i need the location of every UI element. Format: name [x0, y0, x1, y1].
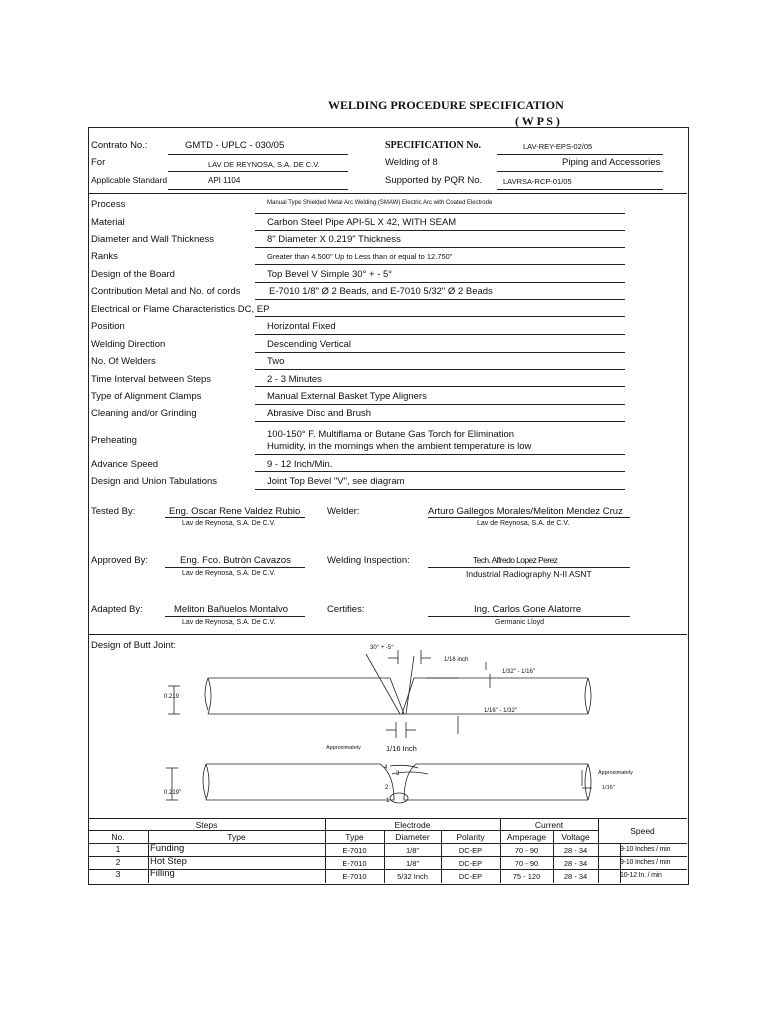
pqr-value: LAVRSA-RCP-01/05 [503, 177, 572, 186]
table-row-2-voltage: 28 - 34 [563, 859, 588, 868]
th-diameter: Diameter [395, 832, 430, 842]
table-row-1-etype: E-7010 [342, 846, 367, 855]
field-speed-label: Advance Speed [91, 459, 159, 470]
welder-org: Lav de Reynosa, S.A. de C.V. [477, 520, 570, 527]
contrato-value: GMTD - UPLC - 030/05 [185, 140, 285, 151]
contrato-label: Contrato No.: [91, 140, 148, 151]
field-diameter-value: 8" Diameter X 0.219" Thickness [267, 234, 401, 245]
field-welders-label: No. Of Welders [91, 356, 156, 367]
field-position-value: Horizontal Fixed [267, 321, 336, 332]
th-etype: Type [345, 832, 364, 842]
table-row-3-speed: 10-12 In. / min [620, 872, 662, 879]
field-diameter-label: Diameter and Wall Thickness [91, 234, 215, 245]
table-row-1-type: Funding [150, 843, 185, 854]
field-direction-value: Descending Vertical [267, 339, 351, 350]
approved-org: Lav de Reynosa, S.A. De C.V. [182, 570, 276, 577]
approved-label: Approved By: [91, 555, 149, 566]
field-process-value: Manual Type Shielded Metal Arc Welding (SMAW) Electric Arc with Coated Electrode [267, 200, 493, 206]
inspection-org: Industrial Radiography N-II ASNT [466, 569, 592, 579]
thickness2-label: 0.219" [164, 790, 182, 796]
spec-label: SPECIFICATION No. [385, 140, 481, 151]
table-row-1-speed: 9-10 Inches / min [620, 846, 671, 853]
adapted-label: Adapted By: [91, 604, 143, 615]
field-clamps-value: Manual External Basket Type Aligners [267, 391, 427, 402]
table-row-2-polarity: DC-EP [458, 859, 483, 868]
inspection-name: Tech. Alfredo Lopez Perez [473, 555, 558, 565]
welder-label: Welder: [327, 506, 360, 517]
table-row-3-polarity: DC-EP [458, 872, 483, 881]
approved-name: Eng. Fco. Butròn Cavazos [180, 555, 291, 566]
field-interval-label: Time Interval between Steps [91, 374, 212, 385]
table-row-3-type: Filling [150, 868, 175, 879]
butt-joint-diagram [88, 634, 687, 818]
th-speed: Speed [630, 826, 655, 836]
th-electrode: Electrode [394, 820, 431, 830]
field-preheating-value2: Humidity, in the mornings when the ambient temperature is low [267, 441, 532, 452]
page-title: WELDING PROCEDURE SPECIFICATION [328, 98, 564, 112]
bead-1: 1 [386, 798, 390, 804]
table-row-3-voltage: 28 - 34 [563, 872, 588, 881]
table-row-2-speed: 9-10 Inches / min [620, 859, 671, 866]
field-process-label: Process [91, 199, 126, 210]
pqr-label: Supported by PQR No. [385, 175, 483, 186]
for-label: For [91, 157, 106, 168]
page-subtitle: ( W P S ) [515, 114, 560, 128]
certifies-org: Germanic Lloyd [495, 619, 545, 626]
tested-label: Tested By: [91, 506, 136, 517]
table-row-2-no: 2 [115, 857, 121, 867]
th-no: No. [111, 832, 125, 842]
welding-label: Welding of 8 [385, 157, 438, 168]
bead-4: 4 [384, 765, 388, 771]
table-row-2-etype: E-7010 [342, 859, 367, 868]
th-current: Current [534, 820, 564, 830]
th-voltage: Voltage [561, 832, 590, 842]
field-direction-label: Welding Direction [91, 339, 166, 350]
tested-name: Eng. Oscar Rene Valdez Rubio [169, 506, 301, 517]
bead-2: 2 [385, 785, 389, 791]
field-speed-value: 9 - 12 Inch/Min. [267, 459, 333, 470]
standard-label: Applicable Standard [91, 175, 168, 185]
reinf-label: 1/16" [602, 785, 615, 791]
field-interval-value: 2 - 3 Minutes [267, 374, 322, 385]
field-contribution-label: Contribution Metal and No. of cords [91, 286, 241, 297]
field-position-label: Position [91, 321, 125, 332]
gap-bottom-label: 1/16 Inch [386, 744, 417, 753]
th-amperage: Amperage [506, 832, 547, 842]
bead-3: 3 [396, 771, 400, 777]
field-tabulations-value: Joint Top Bevel "V", see diagram [267, 476, 405, 487]
field-contribution-value: E-7010 1/8" Ø 2 Beads, and E-7010 5/32" Ø 2 Beads [269, 286, 493, 297]
field-welders-value: Two [267, 356, 285, 367]
field-cleaning-label: Cleaning and/or Grinding [91, 408, 197, 419]
certifies-name: Ing. Carlos Gone Alatorre [474, 604, 582, 615]
table-row-1-diameter: 1/8" [405, 846, 420, 855]
table-row-3-amperage: 75 - 120 [512, 872, 541, 881]
gap-top-label: 1/16 inch [444, 657, 469, 663]
th-steps: Steps [195, 820, 218, 830]
adapted-name: Meliton Bañuelos Montalvo [174, 604, 289, 615]
table-row-1-no: 1 [115, 844, 121, 854]
table-row-1-polarity: DC-EP [458, 846, 483, 855]
table-row-3-no: 3 [115, 869, 121, 879]
table-row-3-etype: E-7010 [342, 872, 367, 881]
welding-value: Piping and Accessories [562, 157, 661, 168]
welder-name: Arturo Gallegos Morales/Meliton Mendez Cruz [428, 506, 623, 517]
field-preheating-label: Preheating [91, 435, 137, 446]
land-label: 1/32" - 1/16" [502, 669, 535, 675]
approx-label-2: Approximately [598, 770, 633, 776]
table-row-1-voltage: 28 - 34 [563, 846, 588, 855]
for-value: LAV DE REYNOSA, S.A. DE C.V. [208, 160, 320, 169]
inspection-label: Welding Inspection: [327, 555, 410, 566]
approx-label-1: Approximately [326, 745, 361, 751]
root-label: 1/16" - 1/32" [484, 708, 517, 714]
field-design-value: Top Bevel V Simple 30° + - 5° [267, 269, 393, 280]
field-ranks-value: Greater than 4.500" Up to Less than or equal to 12.750" [267, 252, 453, 261]
field-cleaning-value: Abrasive Disc and Brush [267, 408, 372, 419]
certifies-label: Certifies: [327, 604, 365, 615]
table-row-2-type: Hot Step [150, 856, 187, 867]
diagram-title: Design of Butt Joint: [91, 640, 177, 651]
th-type: Type [227, 832, 246, 842]
table-row-2-diameter: 1/8" [405, 859, 420, 868]
standard-value: API 1104 [208, 176, 241, 185]
field-clamps-label: Type of Alignment Clamps [91, 391, 202, 402]
field-preheating-value: 100-150° F. Multiflama or Butane Gas Torch for Elimination [267, 429, 515, 440]
field-material-label: Material [91, 217, 125, 228]
adapted-org: Lav de Reynosa, S.A. De C.V. [182, 619, 276, 626]
field-tabulations-label: Design and Union Tabulations [91, 476, 218, 487]
spec-value: LAV-REY-EPS-02/05 [523, 142, 593, 151]
field-design-label: Design of the Board [91, 269, 175, 280]
table-row-3-diameter: 5/32 Inch [397, 872, 428, 881]
field-electrical-label: Electrical or Flame Characteristics DC, EP [91, 304, 270, 315]
field-material-value: Carbon Steel Pipe API-5L X 42, WITH SEAM [267, 217, 457, 228]
angle-label: 30° + -5° [370, 645, 394, 651]
thickness-label: 0.219 [164, 694, 180, 700]
table-row-2-amperage: 70 - 90 [514, 859, 539, 868]
th-polarity: Polarity [456, 832, 485, 842]
table-row-1-amperage: 70 - 90 [514, 846, 539, 855]
tested-org: Lav de Reynosa, S.A. De C.V. [182, 520, 276, 527]
field-ranks-label: Ranks [91, 251, 118, 262]
